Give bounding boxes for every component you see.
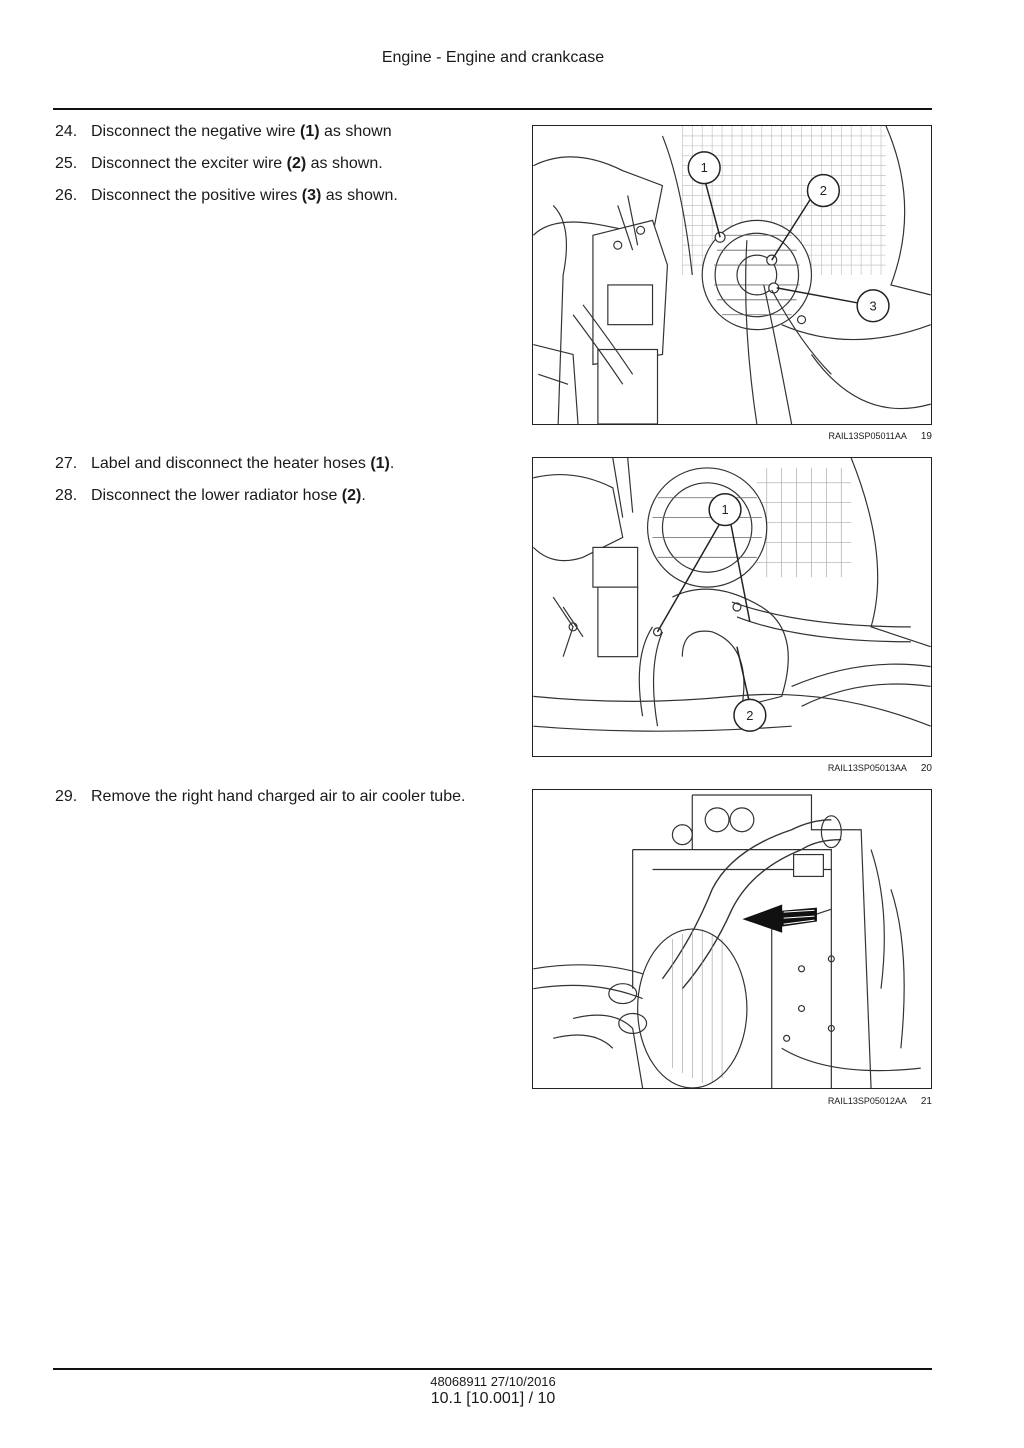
figure-number: 19 bbox=[920, 431, 932, 442]
step-ref: (1) bbox=[300, 123, 320, 140]
step-text: Disconnect the lower radiator hose bbox=[91, 487, 342, 504]
footer-document-code: 48068911 27/10/2016 bbox=[430, 1374, 556, 1389]
figure-code: RAIL13SP05012AA bbox=[827, 1096, 907, 1106]
step-text: Disconnect the negative wire bbox=[91, 123, 300, 140]
callout-1 bbox=[688, 152, 720, 237]
svg-text:1: 1 bbox=[700, 160, 708, 176]
step-number: 24. bbox=[55, 123, 78, 140]
step-number: 25. bbox=[55, 155, 78, 172]
step-text-end: as shown. bbox=[321, 187, 398, 204]
step-ref: (2) bbox=[341, 487, 362, 504]
svg-text:2: 2 bbox=[819, 183, 827, 199]
callout-2 bbox=[734, 647, 766, 731]
step-26 bbox=[55, 186, 515, 206]
step-number: 28. bbox=[55, 487, 78, 504]
figure-alternator-wires bbox=[532, 125, 932, 425]
step-24 bbox=[55, 122, 515, 142]
step-text: Disconnect the exciter wire bbox=[91, 155, 287, 172]
step-ref: (2) bbox=[286, 155, 307, 172]
figure-caption-20 bbox=[532, 763, 932, 774]
step-text-end: . bbox=[389, 455, 395, 472]
figure-caption-19 bbox=[532, 431, 932, 442]
step-text: Label and disconnect the heater hoses bbox=[91, 455, 371, 472]
page-header-title: Engine - Engine and crankcase bbox=[381, 49, 605, 66]
direction-arrow bbox=[744, 905, 817, 932]
hoses-illustration bbox=[533, 458, 931, 756]
figure-code: RAIL13SP05013AA bbox=[827, 763, 907, 773]
step-ref: (1) bbox=[370, 455, 390, 472]
step-number: 26. bbox=[55, 187, 78, 204]
figure-code: RAIL13SP05011AA bbox=[828, 431, 907, 441]
figure-number: 21 bbox=[920, 1096, 932, 1107]
step-text-end: as shown bbox=[319, 123, 392, 140]
alternator-illustration bbox=[533, 126, 931, 424]
svg-text:2: 2 bbox=[746, 707, 754, 723]
figure-number: 20 bbox=[920, 763, 932, 774]
step-27 bbox=[55, 454, 515, 474]
svg-text:1: 1 bbox=[721, 502, 729, 518]
svg-text:3: 3 bbox=[869, 298, 877, 314]
figure-heater-hoses bbox=[532, 457, 932, 757]
footer-rule bbox=[53, 1368, 932, 1370]
step-text: Disconnect the positive wires bbox=[91, 187, 302, 204]
figure-air-cooler-tube bbox=[532, 789, 932, 1089]
step-text: Remove the right hand charged air to air cooler tube. bbox=[91, 788, 466, 805]
steps-group-1 bbox=[55, 122, 515, 218]
air-cooler-illustration bbox=[533, 790, 931, 1088]
header-rule bbox=[53, 108, 932, 110]
steps-group-2 bbox=[55, 454, 515, 518]
footer-page-number: 10.1 [10.001] / 10 bbox=[430, 1390, 556, 1407]
step-number: 29. bbox=[55, 788, 78, 805]
steps-group-3 bbox=[55, 787, 515, 819]
step-29 bbox=[55, 787, 515, 807]
step-text-end: as shown. bbox=[306, 155, 383, 172]
figure-caption-21 bbox=[532, 1096, 932, 1107]
step-number: 27. bbox=[55, 455, 78, 472]
step-ref: (3) bbox=[301, 187, 322, 204]
step-25 bbox=[55, 154, 515, 174]
step-text-end: . bbox=[361, 487, 366, 504]
step-28 bbox=[55, 486, 515, 506]
